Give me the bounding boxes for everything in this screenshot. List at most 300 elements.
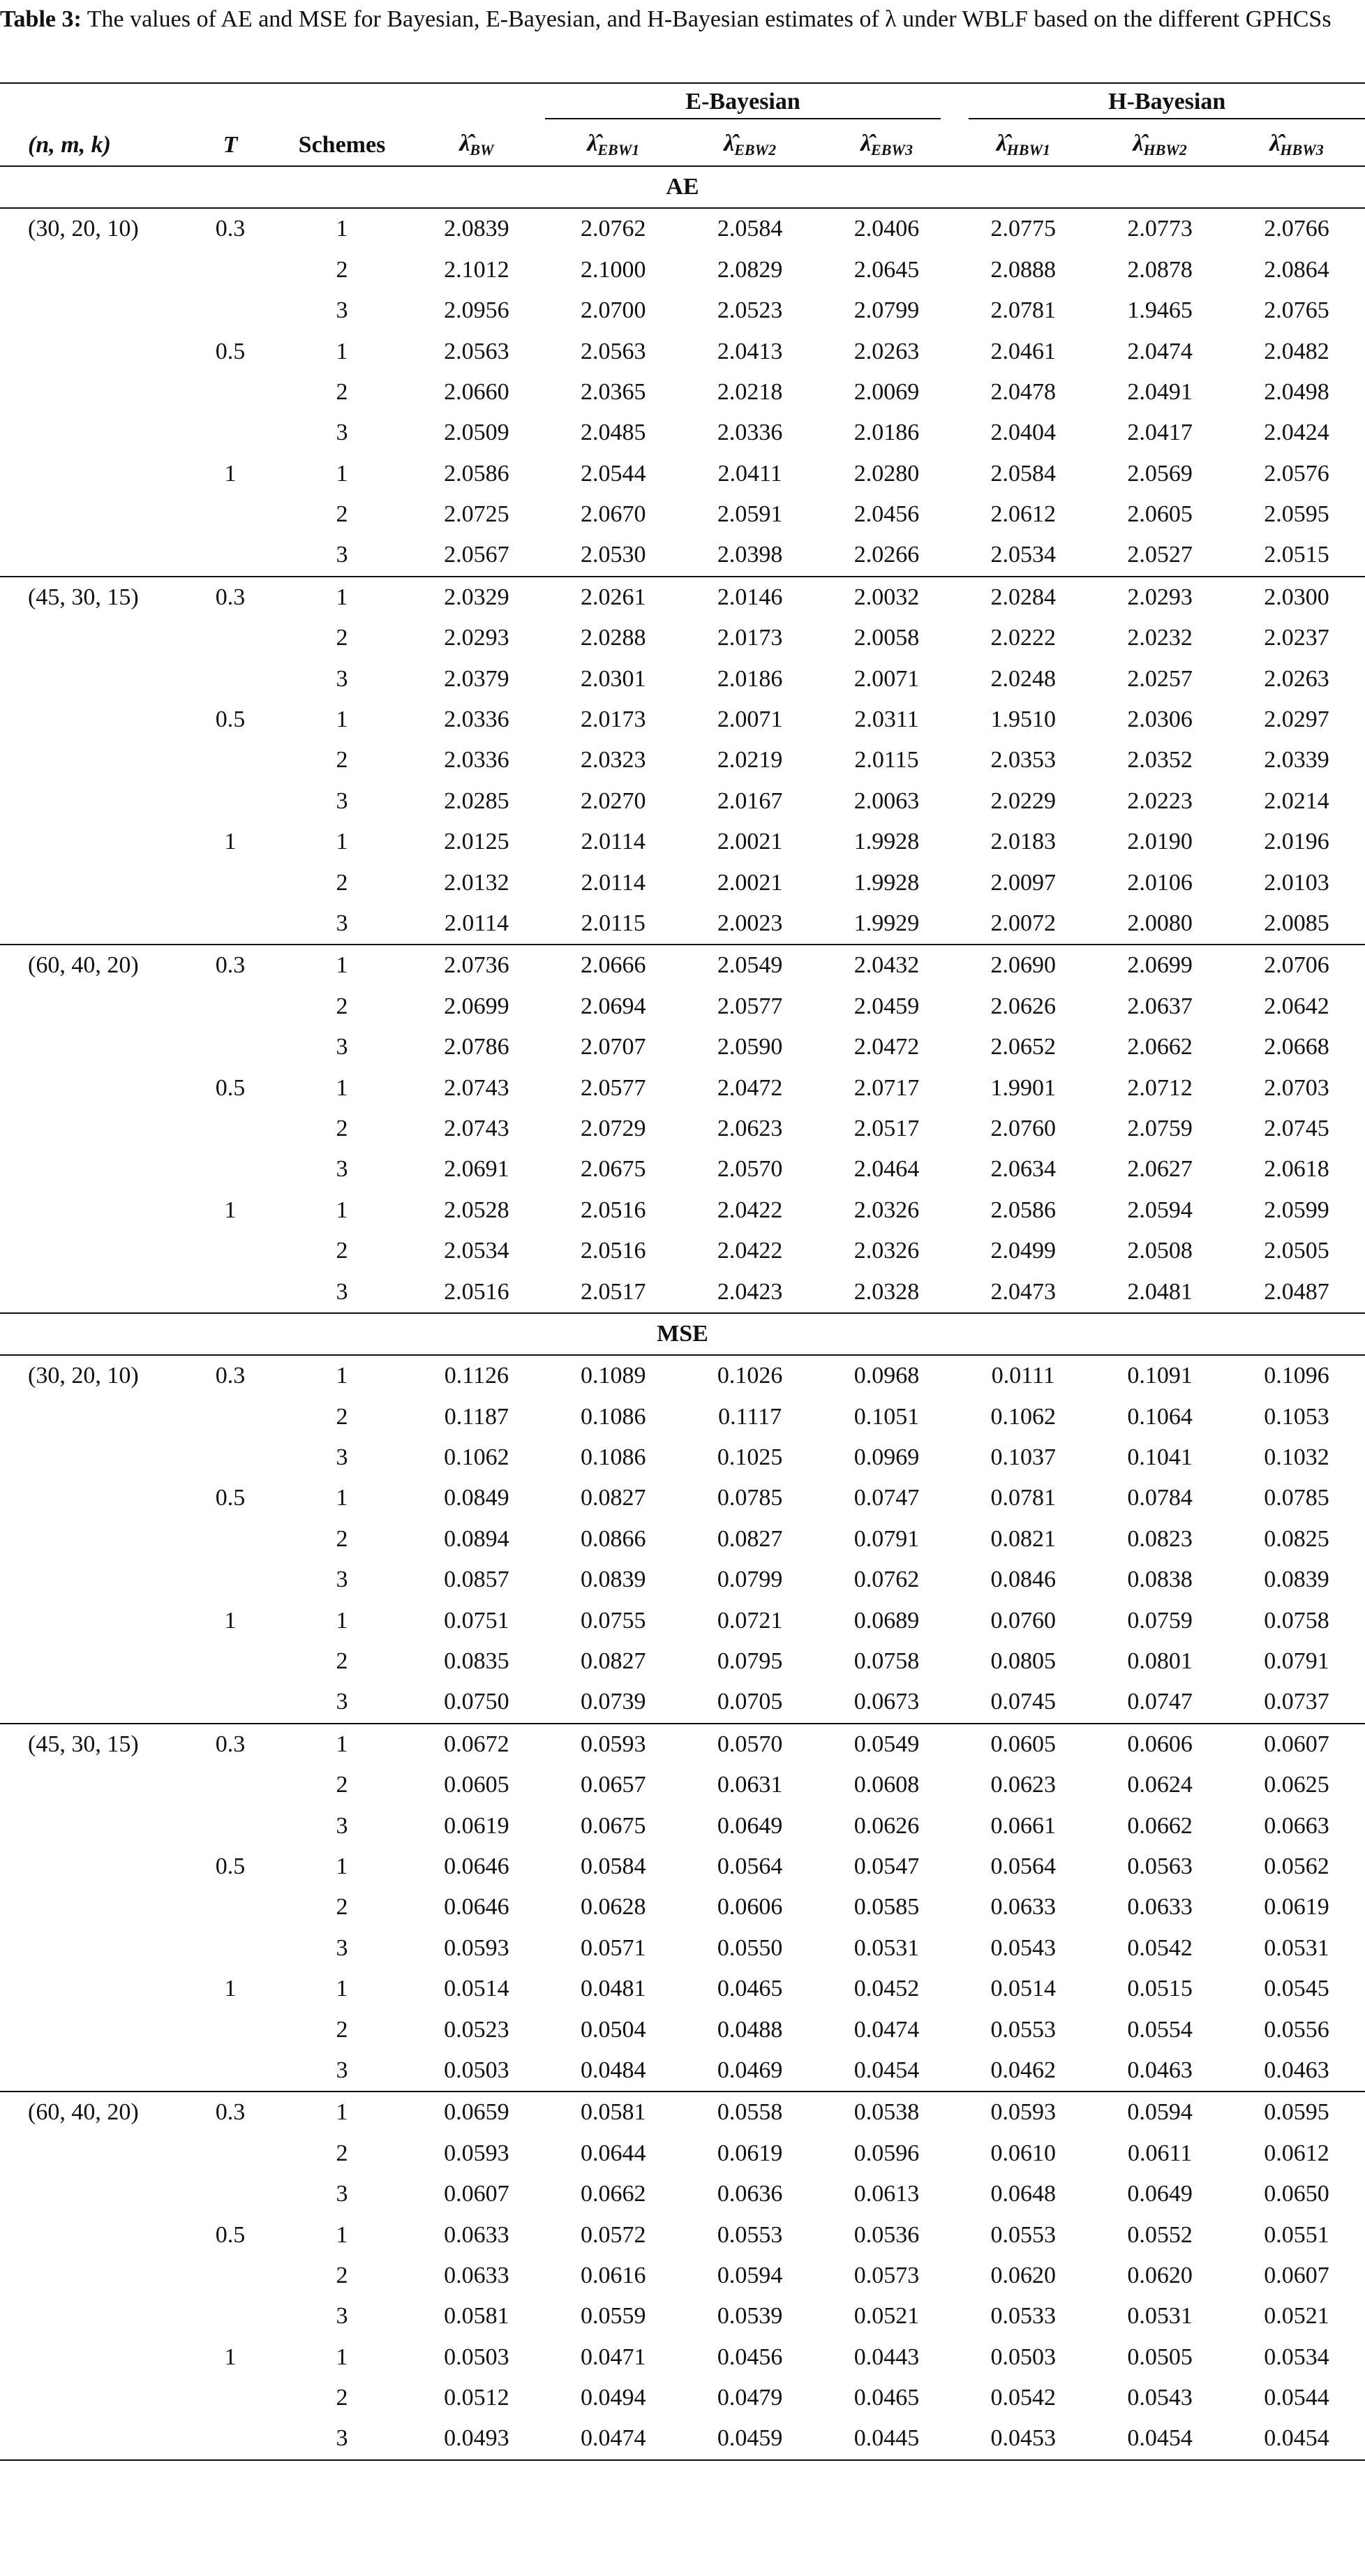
cell-value: 0.0644 <box>581 2140 646 2166</box>
cell-value: 2.0069 <box>853 378 920 405</box>
cell-nmk <box>0 2337 185 2377</box>
cell-value: 0.0553 <box>990 2016 1057 2043</box>
cell-value: 0.0593 <box>990 2099 1057 2126</box>
cell-value: 0.0605 <box>990 1731 1057 1757</box>
cell-value: 2.0534 <box>444 1238 509 1264</box>
cell-value: 0.0791 <box>1264 1648 1329 1675</box>
cell-T <box>185 413 276 453</box>
cell-value: 0.0626 <box>853 1812 920 1839</box>
cell-nmk <box>0 2378 185 2418</box>
cell-scheme: 1 <box>336 1197 348 1223</box>
cell-value: 0.0739 <box>545 1682 682 1723</box>
cell-value: 2.0618 <box>1264 1156 1329 1183</box>
cell-value: 0.0620 <box>990 2262 1057 2288</box>
cell-value: 0.0454 <box>1228 2418 1365 2459</box>
table-row <box>0 1969 1365 2009</box>
table-row <box>0 781 1365 822</box>
cell-value: 0.0593 <box>581 1731 646 1757</box>
header-estimator-bw: $\lambdâ_{BW}$ <box>459 131 494 159</box>
cell-scheme: 1 <box>336 706 348 733</box>
cell-nmk <box>0 454 185 494</box>
cell-value: 2.0584 <box>990 460 1057 487</box>
cell-value: 2.0743 <box>444 1115 509 1141</box>
table-row <box>0 2337 1365 2377</box>
table-row <box>0 945 1365 986</box>
cell-scheme: 2 <box>336 1238 348 1264</box>
table-row <box>0 699 1365 740</box>
cell-value: 0.0514 <box>444 1976 509 2002</box>
cell-value: 2.0456 <box>853 501 920 528</box>
cell-value: 2.0485 <box>581 420 646 446</box>
cell-value: 0.1062 <box>444 1444 509 1471</box>
cell-value: 2.0523 <box>717 297 783 324</box>
cell-value: 2.0474 <box>1127 338 1193 364</box>
cell-value: 2.1012 <box>444 256 509 283</box>
cell-value: 2.0759 <box>1127 1115 1193 1141</box>
cell-value: 2.0729 <box>581 1115 646 1141</box>
cell-T <box>185 1560 276 1600</box>
cell-value: 0.0593 <box>444 2140 509 2166</box>
cell-scheme: 2 <box>336 378 348 405</box>
table-row <box>0 1190 1365 1231</box>
cell-nmk <box>0 1641 185 1682</box>
cell-value: 2.0627 <box>1127 1156 1193 1183</box>
cell-value: 2.0293 <box>444 625 509 651</box>
cell-value: 0.0605 <box>444 1772 509 1798</box>
table-row <box>0 903 1365 945</box>
cell-value: 2.0690 <box>990 952 1057 979</box>
cell-nmk <box>0 1190 185 1231</box>
header-estimator-ebw2: $\lambdâ_{EBW2}$ <box>724 131 777 159</box>
cell-scheme: 3 <box>336 2303 348 2330</box>
cell-value: 0.0625 <box>1264 1772 1329 1798</box>
results-table <box>0 82 1365 2461</box>
cell-T <box>185 1437 276 1478</box>
cell-value: 1.9465 <box>1127 297 1193 324</box>
header-column-row <box>0 124 1365 165</box>
cell-value: 2.0219 <box>717 747 783 773</box>
cell-value: 0.0521 <box>853 2303 920 2330</box>
cell-nmk <box>0 1560 185 1600</box>
cell-scheme: 2 <box>336 1115 348 1141</box>
cell-value: 0.0705 <box>682 1682 819 1723</box>
cell-value: 0.0481 <box>581 1976 646 2002</box>
cell-T <box>185 1519 276 1560</box>
cell-value: 2.0765 <box>1264 297 1329 324</box>
cell-T: 0.5 <box>215 1074 246 1101</box>
cell-value: 2.0311 <box>854 706 919 733</box>
table-row <box>0 1067 1365 1108</box>
cell-value: 2.0423 <box>682 1271 819 1312</box>
table-row <box>0 290 1365 331</box>
cell-value: 2.0328 <box>819 1271 955 1312</box>
cell-value: 2.0499 <box>990 1238 1057 1264</box>
table-row <box>0 822 1365 862</box>
cell-value: 0.0785 <box>1264 1485 1329 1511</box>
cell-T: 0.5 <box>215 1853 246 1879</box>
cell-scheme: 3 <box>276 2418 408 2459</box>
cell-scheme: 3 <box>336 1812 348 1839</box>
cell-value: 0.0672 <box>444 1731 509 1757</box>
section-title: MSE <box>0 1313 1365 1355</box>
cell-value: 2.0527 <box>1091 535 1228 576</box>
cell-value: 0.0544 <box>1264 2385 1329 2411</box>
table-body <box>0 166 1365 2460</box>
cell-scheme: 3 <box>336 1034 348 1060</box>
cell-scheme: 2 <box>336 1894 348 1920</box>
cell-value: 2.0183 <box>990 829 1057 855</box>
cell-value: 2.0424 <box>1264 420 1329 446</box>
cell-value: 0.0762 <box>853 1567 920 1593</box>
cell-value: 0.0571 <box>581 1934 646 1961</box>
cell-value: 0.0616 <box>581 2262 646 2288</box>
cell-value: 2.0473 <box>955 1271 1091 1312</box>
cell-value: 0.0581 <box>581 2099 646 2126</box>
cell-T: 0.5 <box>215 338 246 364</box>
table-row <box>0 1600 1365 1641</box>
cell-nmk: (30, 20, 10) <box>28 216 139 242</box>
cell-value: 0.0463 <box>1228 2050 1365 2092</box>
cell-value: 0.0554 <box>1127 2016 1193 2043</box>
cell-value: 2.0285 <box>444 787 509 814</box>
cell-scheme: 1 <box>336 2221 348 2248</box>
cell-value: 2.0058 <box>853 625 920 651</box>
cell-value: 0.0633 <box>444 2262 509 2288</box>
cell-value: 2.0675 <box>581 1156 646 1183</box>
table-row <box>0 1231 1365 1271</box>
cell-value: 0.1053 <box>1264 1403 1329 1430</box>
cell-value: 2.0336 <box>717 420 783 446</box>
cell-nmk <box>0 1519 185 1560</box>
cell-nmk <box>0 2174 185 2214</box>
cell-value: 2.0023 <box>682 903 819 945</box>
cell-value: 2.0878 <box>1127 256 1193 283</box>
table-row <box>0 740 1365 780</box>
cell-T <box>185 658 276 699</box>
cell-T <box>185 618 276 658</box>
cell-nmk <box>0 986 185 1027</box>
cell-value: 0.0543 <box>1127 2385 1193 2411</box>
cell-value: 0.0553 <box>717 2221 783 2248</box>
cell-value: 0.0551 <box>1264 2221 1329 2248</box>
cell-value: 0.0488 <box>717 2016 783 2043</box>
cell-value: 0.0747 <box>853 1485 920 1511</box>
cell-scheme: 2 <box>336 869 348 896</box>
cell-value: 0.0791 <box>853 1525 920 1552</box>
cell-nmk <box>0 331 185 371</box>
cell-value: 2.0645 <box>853 256 920 283</box>
cell-value: 2.1000 <box>581 256 646 283</box>
header-group-e-bayesian: E-Bayesian <box>545 83 955 124</box>
cell-value: 0.0534 <box>1264 2344 1329 2370</box>
cell-value: 2.0326 <box>853 1238 920 1264</box>
section-title: AE <box>0 166 1365 208</box>
cell-nmk <box>0 290 185 331</box>
table-row <box>0 494 1365 535</box>
cell-value: 0.0631 <box>717 1772 783 1798</box>
cell-value: 0.0543 <box>990 1934 1057 1961</box>
cell-T: 1 <box>224 829 237 855</box>
cell-value: 0.0593 <box>444 1934 509 1961</box>
cell-value: 0.0750 <box>408 1682 545 1723</box>
cell-scheme: 3 <box>336 297 348 324</box>
cell-value: 0.1091 <box>1127 1363 1193 1389</box>
cell-T: 1 <box>224 1607 237 1634</box>
cell-value: 2.0956 <box>444 297 509 324</box>
cell-value: 2.0595 <box>1264 501 1329 528</box>
cell-value: 2.0760 <box>990 1115 1057 1141</box>
cell-value: 0.0536 <box>853 2221 920 2248</box>
cell-nmk <box>0 535 185 576</box>
cell-T <box>185 290 276 331</box>
cell-value: 2.0762 <box>581 216 646 242</box>
cell-value: 2.0097 <box>990 869 1057 896</box>
cell-nmk <box>0 494 185 535</box>
cell-T <box>185 862 276 903</box>
cell-value: 2.0703 <box>1264 1074 1329 1101</box>
cell-value: 0.0539 <box>717 2303 783 2330</box>
cell-value: 2.0515 <box>1228 535 1365 576</box>
cell-value: 2.0404 <box>990 420 1057 446</box>
cell-value: 2.0406 <box>853 216 920 242</box>
cell-value: 0.0514 <box>990 1976 1057 2002</box>
cell-scheme: 1 <box>336 584 348 610</box>
cell-value: 0.0531 <box>853 1934 920 1961</box>
cell-value: 2.0773 <box>1127 216 1193 242</box>
cell-T <box>185 1397 276 1437</box>
cell-value: 0.0839 <box>581 1567 646 1593</box>
cell-value: 2.0766 <box>1264 216 1329 242</box>
cell-T: 0.3 <box>215 2099 246 2126</box>
cell-value: 2.0422 <box>717 1197 783 1223</box>
header-estimator-ebw3: $\lambdâ_{EBW3}$ <box>860 131 913 159</box>
cell-value: 2.0699 <box>1127 952 1193 979</box>
table-row <box>0 1765 1365 1805</box>
cell-value: 2.0487 <box>1228 1271 1365 1312</box>
cell-scheme: 2 <box>336 1525 348 1552</box>
cell-value: 2.0577 <box>581 1074 646 1101</box>
cell-value: 2.0586 <box>444 460 509 487</box>
cell-T <box>185 2296 276 2337</box>
cell-scheme: 1 <box>336 1485 348 1511</box>
cell-value: 0.0503 <box>990 2344 1057 2370</box>
cell-value: 0.0503 <box>444 2344 509 2370</box>
cell-value: 0.0573 <box>853 2262 920 2288</box>
cell-value: 0.1026 <box>717 1363 783 1389</box>
cell-value: 0.0662 <box>1127 1812 1193 1839</box>
cell-value: 2.0103 <box>1264 869 1329 896</box>
cell-T: 0.5 <box>215 2221 246 2248</box>
cell-value: 2.0196 <box>1264 829 1329 855</box>
cell-value: 0.0531 <box>1264 1934 1329 1961</box>
cell-value: 2.0432 <box>853 952 920 979</box>
table-caption <box>0 6 1365 34</box>
cell-T <box>185 1149 276 1190</box>
cell-value: 2.0599 <box>1264 1197 1329 1223</box>
cell-value: 0.0512 <box>444 2385 509 2411</box>
cell-value: 0.0673 <box>819 1682 955 1723</box>
cell-value: 0.1041 <box>1127 1444 1193 1471</box>
cell-value: 0.0857 <box>444 1567 509 1593</box>
cell-value: 2.0482 <box>1264 338 1329 364</box>
cell-value: 2.0508 <box>1127 1238 1193 1264</box>
cell-value: 0.0521 <box>1264 2303 1329 2330</box>
table-row <box>0 2174 1365 2214</box>
cell-value: 0.0821 <box>990 1525 1057 1552</box>
table-row <box>0 1109 1365 1149</box>
cell-value: 0.0649 <box>717 1812 783 1839</box>
cell-T: 1 <box>224 2344 237 2370</box>
cell-value: 2.0517 <box>545 1271 682 1312</box>
section-header-ae <box>0 166 1365 208</box>
cell-T <box>185 250 276 290</box>
cell-value: 0.0607 <box>1264 1731 1329 1757</box>
cell-scheme: 2 <box>336 747 348 773</box>
cell-value: 0.1032 <box>1264 1444 1329 1471</box>
cell-value: 0.0624 <box>1127 1772 1193 1798</box>
cell-value: 0.0608 <box>853 1772 920 1798</box>
cell-value: 2.0781 <box>990 297 1057 324</box>
cell-nmk <box>0 618 185 658</box>
cell-nmk <box>0 2296 185 2337</box>
cell-value: 0.0781 <box>990 1485 1057 1511</box>
cell-value: 2.0706 <box>1264 952 1329 979</box>
cell-value: 2.0186 <box>717 665 783 692</box>
cell-value: 2.0248 <box>990 665 1057 692</box>
cell-value: 0.0505 <box>1127 2344 1193 2370</box>
cell-value: 2.0707 <box>581 1034 646 1060</box>
cell-value: 0.0549 <box>853 1731 920 1757</box>
cell-value: 0.1187 <box>444 1403 509 1430</box>
cell-value: 0.0454 <box>1091 2418 1228 2459</box>
cell-value: 0.0584 <box>581 1853 646 1879</box>
cell-value: 2.0173 <box>581 706 646 733</box>
cell-scheme: 1 <box>336 1853 348 1879</box>
table-row <box>0 1560 1365 1600</box>
cell-value: 2.0516 <box>581 1197 646 1223</box>
cell-T <box>185 535 276 576</box>
cell-scheme: 2 <box>336 256 348 283</box>
cell-nmk <box>0 1682 185 1723</box>
cell-T: 0.3 <box>215 584 246 610</box>
table-row <box>0 250 1365 290</box>
cell-T <box>185 1682 276 1723</box>
cell-value: 0.0503 <box>408 2050 545 2092</box>
header-group-row <box>0 83 1365 124</box>
cell-value: 2.0459 <box>853 993 920 1019</box>
cell-value: 0.0462 <box>955 2050 1091 2092</box>
cell-value: 2.0478 <box>990 378 1057 405</box>
cell-scheme: 3 <box>276 2050 408 2092</box>
cell-value: 0.0564 <box>990 1853 1057 1879</box>
header-estimator-hbw1: $\lambdâ_{HBW1}$ <box>996 131 1051 159</box>
table-row <box>0 2256 1365 2296</box>
table-row <box>0 1519 1365 1560</box>
section-header-mse <box>0 1313 1365 1355</box>
cell-value: 0.0758 <box>853 1648 920 1675</box>
cell-value: 0.0737 <box>1228 1682 1365 1723</box>
cell-value: 2.0085 <box>1228 903 1365 945</box>
table-row <box>0 1478 1365 1518</box>
cell-value: 0.0606 <box>717 1894 783 1920</box>
cell-value: 0.1117 <box>718 1403 782 1430</box>
cell-scheme: 2 <box>336 2016 348 2043</box>
cell-nmk: (45, 30, 15) <box>28 1731 139 1757</box>
cell-scheme: 1 <box>336 1607 348 1634</box>
cell-value: 0.1037 <box>990 1444 1057 1471</box>
cell-value: 2.0071 <box>717 706 783 733</box>
cell-value: 2.0591 <box>717 501 783 528</box>
cell-value: 2.0411 <box>717 460 782 487</box>
cell-nmk <box>0 699 185 740</box>
cell-value: 0.0456 <box>717 2344 783 2370</box>
table-row <box>0 1149 1365 1190</box>
cell-T <box>185 1271 276 1312</box>
cell-value: 0.0759 <box>1127 1607 1193 1634</box>
cell-value: 2.0114 <box>581 829 646 855</box>
cell-value: 0.0556 <box>1264 2016 1329 2043</box>
cell-value: 0.0563 <box>1127 1853 1193 1879</box>
cell-value: 2.0799 <box>853 297 920 324</box>
table-row <box>0 1271 1365 1312</box>
cell-scheme: 2 <box>336 625 348 651</box>
cell-value: 0.1089 <box>581 1363 646 1389</box>
header-nmk: (n, m, k) <box>28 131 111 158</box>
cell-scheme: 3 <box>276 535 408 576</box>
cell-value: 0.0659 <box>444 2099 509 2126</box>
cell-nmk <box>0 1067 185 1108</box>
cell-value: 0.0758 <box>1264 1607 1329 1634</box>
table-header <box>0 83 1365 166</box>
cell-T <box>185 781 276 822</box>
cell-nmk <box>0 1969 185 2009</box>
cell-value: 0.0465 <box>853 2385 920 2411</box>
cell-value: 0.0533 <box>990 2303 1057 2330</box>
cell-T: 0.3 <box>215 1731 246 1757</box>
cell-value: 2.0323 <box>581 747 646 773</box>
cell-scheme: 2 <box>336 993 348 1019</box>
cell-value: 2.0257 <box>1127 665 1193 692</box>
table-row <box>0 372 1365 413</box>
table-row <box>0 986 1365 1027</box>
table-row <box>0 1887 1365 1927</box>
cell-value: 0.0564 <box>717 1853 783 1879</box>
cell-value: 0.0801 <box>1127 1648 1193 1675</box>
cell-T <box>185 2256 276 2296</box>
cell-value: 2.0481 <box>1091 1271 1228 1312</box>
cell-scheme: 1 <box>336 1363 348 1389</box>
cell-value: 2.0114 <box>408 903 545 945</box>
cell-value: 2.0584 <box>717 216 783 242</box>
cell-value: 0.0662 <box>581 2181 646 2207</box>
cell-value: 2.0261 <box>581 584 646 610</box>
cell-value: 0.0849 <box>444 1485 509 1511</box>
cell-value: 0.0610 <box>990 2140 1057 2166</box>
cell-value: 2.0605 <box>1127 501 1193 528</box>
cell-T: 1 <box>224 1976 237 2002</box>
cell-T <box>185 1928 276 1969</box>
cell-value: 0.0745 <box>955 1682 1091 1723</box>
cell-T <box>185 740 276 780</box>
cell-value: 2.0660 <box>444 378 509 405</box>
cell-value: 2.0775 <box>990 216 1057 242</box>
cell-nmk <box>0 658 185 699</box>
cell-nmk <box>0 1231 185 1271</box>
cell-value: 0.0623 <box>990 1772 1057 1798</box>
cell-value: 2.0517 <box>853 1115 920 1141</box>
cell-value: 2.0284 <box>990 584 1057 610</box>
cell-T <box>185 2050 276 2092</box>
